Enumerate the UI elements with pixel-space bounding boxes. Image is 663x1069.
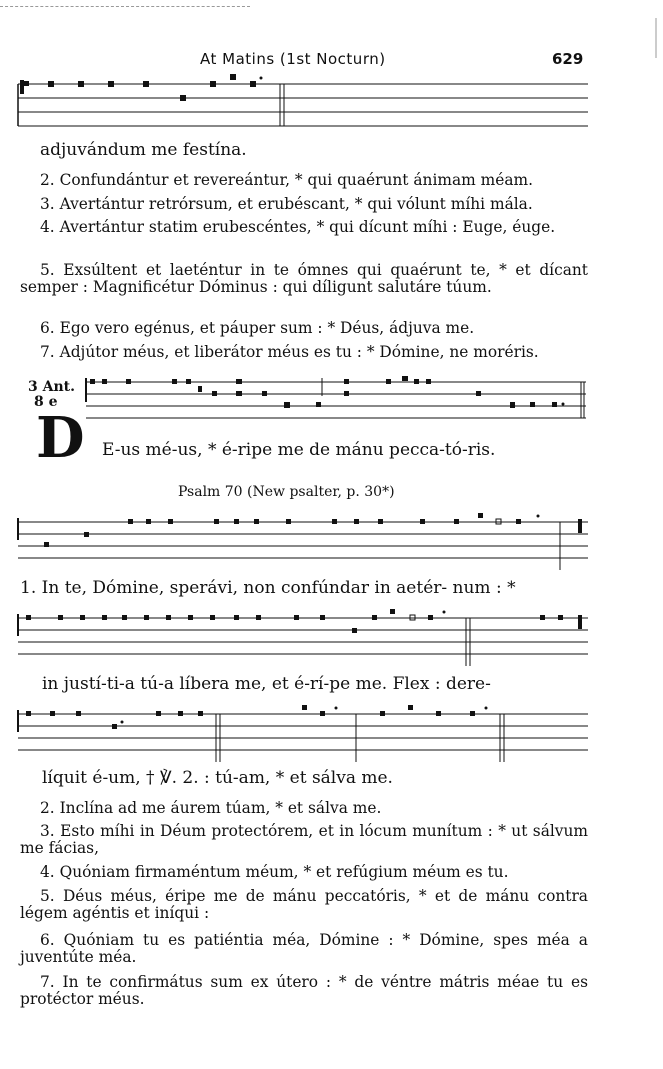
- chant-1-lyric: adjuvándum me festína.: [40, 140, 247, 160]
- page-number: 629: [552, 50, 584, 68]
- verse-b-2: 2. Inclína ad me áurem túam, * et sálva me.: [40, 799, 382, 817]
- verse-a-3: 3. Avertántur retrórsum, et erubéscant, * qui vólunt míhi mála.: [40, 195, 533, 213]
- verse-a-2: 2. Confundántur et revereántur, * qui quaérunt ánimam méam.: [40, 171, 534, 189]
- verse-b-5: 5. Déus méus, éripe me de mánu peccatóris, * et de mánu contra légem agéntis et iníqui :: [20, 887, 588, 922]
- verse-a-6: 6. Ego vero egénus, et páuper sum : * Déus, ádjuva me.: [40, 319, 475, 337]
- tone-staff-1: [18, 510, 588, 570]
- verse-b-7: 7. In te confirmátus sum ex útero : * de véntre mátris méae tu es protéctor méus.: [20, 973, 588, 1008]
- tone-staff-2: [18, 606, 588, 666]
- antiphon-label: 3 Ant. 8 e: [28, 379, 75, 410]
- running-title: At Matins (1st Nocturn): [200, 50, 386, 68]
- verse-b-6: 6. Quóniam tu es patiéntia méa, Dómine : * Dómine, spes méa a juventúte méa.: [20, 931, 588, 966]
- tone-line-3: líquit é-um, † ℣. 2. : tú-am, * et sálva me.: [42, 768, 393, 788]
- verse-b-4: 4. Quóniam firmaméntum méum, * et refúgium méum es tu.: [40, 863, 509, 881]
- verse-a-5: 5. Exsúltent et laeténtur in te ómnes qui quaérunt te, * et dícant semper : Magnificétur Dóminus : qui díligunt salutáre túum.: [20, 261, 588, 296]
- tone-line-2: in justí-ti-a tú-a líbera me, et é-rí-pe me. Flex : dere-: [42, 674, 491, 694]
- drop-cap-initial: D: [36, 405, 85, 471]
- chant-staff-1: [18, 72, 588, 132]
- verse-b-3: 3. Esto míhi in Déum protectórem, et in lócum munítum : * ut sálvum me fácias,: [20, 822, 588, 857]
- margin-mark: [655, 18, 657, 58]
- verse-a-4: 4. Avertántur statim erubescéntes, * qui dícunt míhi : Euge, éuge.: [40, 218, 556, 236]
- tone-staff-3: [18, 702, 588, 762]
- top-rule: [0, 6, 250, 8]
- tone-line-1: 1. In te, Dómine, sperávi, non confúndar in aetér- num : *: [20, 578, 516, 598]
- verse-a-7: 7. Adjútor méus, et liberátor méus es tu : * Dómine, ne moréris.: [40, 343, 539, 361]
- antiphon-staff: [86, 372, 586, 432]
- antiphon-lyric: E-us mé-us, * é-ripe me de mánu pecca-tó-ris.: [102, 440, 496, 460]
- psalm-heading: Psalm 70 (New psalter, p. 30*): [178, 484, 395, 500]
